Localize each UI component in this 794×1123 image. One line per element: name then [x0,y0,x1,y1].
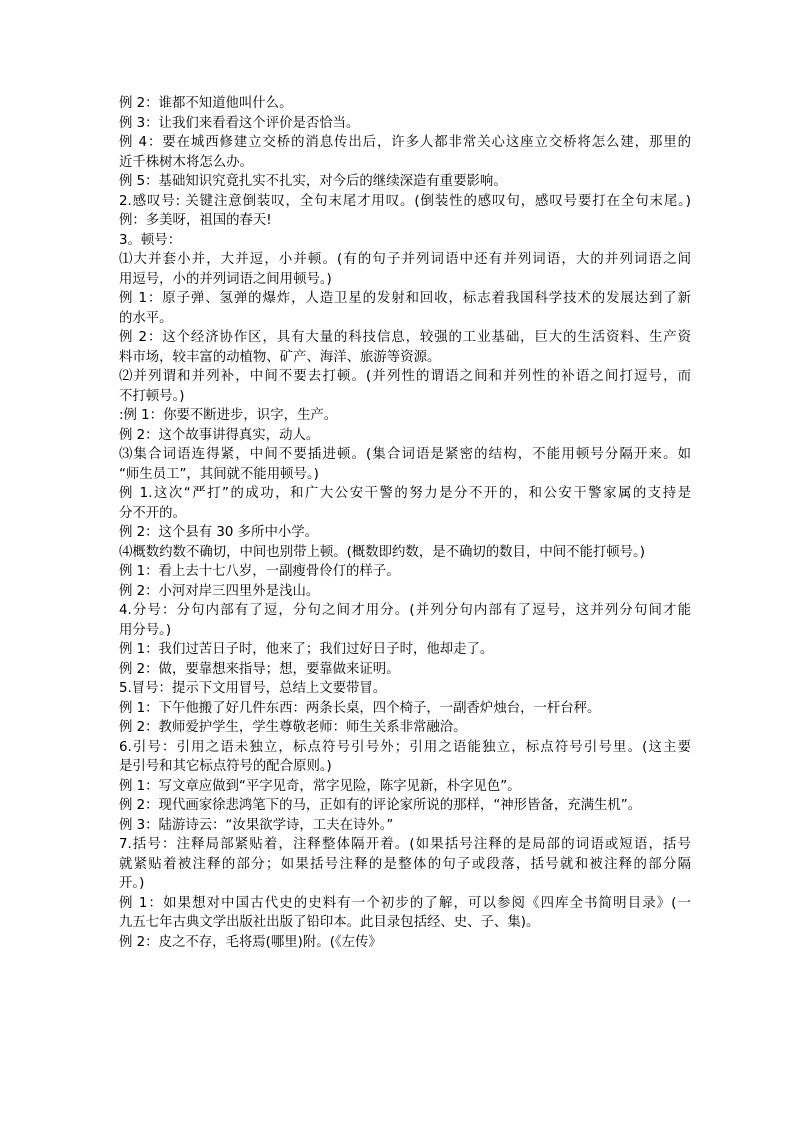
text-line: ⑵并列谓和并列补，中间不要去打顿。(并列性的谓语之间和并列性的补语之间打逗号，而 [119,369,691,384]
text-line: 例 1：写文章应做到“平字见奇，常字见险，陈字见新，朴字见色”。 [119,778,521,794]
text-line: 例 1.这次“严打”的成功，和广大公安干警的努力是分不开的，和公安干警家属的支持是 [119,486,691,501]
text-line: 例 3：陆游诗云：“汝果欲学诗，工夫在诗外。” [119,817,394,833]
text-line: 例 5：基础知识究竟扎实不扎实，对今后的继续深造有重要影响。 [119,174,507,189]
text-line: 的水平。 [119,310,173,326]
text-line: 例 2：皮之不存，毛将焉(哪里)附。(《左传》 [119,934,382,950]
text-line: 例 2：教师爱护学生，学生尊敬老师：师生关系非常融洽。 [119,720,467,735]
text-line: 不打顿号。) [119,388,185,404]
text-line: 2.感叹号: 关键注意倒装叹，全句末尾才用叹。(倒装性的感叹句，感叹号要打在全句末尾。) [119,193,691,209]
text-line: 例 2：现代画家徐悲鸿笔下的马，正如有的评论家所说的那样，“神形皆备，充满生机”。 [119,798,642,813]
text-line: 例 2：做，要靠想来指导；想，要靠做来证明。 [119,661,400,677]
text-line: “师生员工”，其间就不能用顿号。) [119,466,319,482]
text-line: 例 1：我们过苦日子时，他来了；我们过好日子时，他却走了。 [119,642,494,657]
text-line: 例 1：如果想对中国古代史的史料有一个初步的了解，可以参阅《四库全书简明目录》(一 [119,895,691,911]
text-line: 例：多美呀，祖国的春天! [119,213,272,228]
text-line: 例 2：这个经济协作区，具有大量的科技信息，较强的工业基础，巨大的生活资料、生产资 [119,330,691,345]
text-line: 例 2：小河对岸三四里外是浅山。 [119,583,320,599]
text-line: 九五七年古典文学出版社出版了铅印本。此目录包括经、史、子、集)。 [119,915,540,930]
text-line: 例 2：这个县有 30 多所中小学。 [119,525,319,540]
text-line: 7.括号：注释局部紧贴着，注释整体隔开着。(如果括号注释的是局部的词语或短语，括号 [119,837,691,852]
text-line: 是引号和其它标点符号的配合原则。) [119,759,332,774]
text-line: 6.引号：引用之语未独立，标点符号引号外；引用之语能独立，标点符号引号里。(这主要 [119,739,691,755]
text-line: 近千株树木将怎么办。 [119,154,253,170]
text-line: 例 1：看上去十七八岁，一副瘦骨伶仃的样子。 [119,564,400,579]
text-line: 分不开的。 [119,505,186,521]
text-line: ⑶集合词语连得紧，中间不要插进顿。(集合词语是紧密的结构，不能用顿号分隔开来。如 [119,447,691,462]
text-line: 5.冒号：提示下文用冒号，总结上文要带冒。 [119,681,387,696]
text-line: 例 1：原子弹、氢弹的爆炸，人造卫星的发射和回收，标志着我国科学技术的发展达到了新 [119,291,691,306]
text-line: 用分号。) [119,622,172,638]
document-body [119,94,691,952]
text-line: 4.分号：分句内部有了逗，分句之间才用分。(并列分句内部有了逗号，这并列分句间才能 [119,603,691,618]
text-line: :例 1：你要不断进步，识字，生产。 [119,408,338,423]
text-line: 例 1：下午他搬了好几件东西：两条长桌，四个椅子，一副香炉烛台，一杆台秤。 [119,700,601,716]
text-line: 例 4：要在城西修建立交桥的消息传出后，许多人都非常关心这座立交桥将怎么建，那里的 [119,135,691,150]
text-line: 就紧贴着被注释的部分；如果括号注释的是整体的句子或段落，括号就和被注释的部分隔 [119,856,691,872]
text-line: ⑴大并套小并，大并逗，小并顿。(有的句子并列词语中还有并列词语，大的并列词语之间 [119,252,691,267]
text-line: 用逗号，小的并列词语之间用顿号。) [119,271,332,287]
text-line: 例 2：谁都不知道他叫什么。 [119,96,293,111]
text-line: 3。顿号： [119,232,182,248]
text-line: 例 3：让我们来看看这个评价是否恰当。 [119,115,360,131]
text-line: 例 2：这个故事讲得真实，动人。 [119,427,320,443]
text-line: ⑷概数约数不确切，中间也别带上顿。(概数即约数，是不确切的数目，中间不能打顿号。) [119,544,645,560]
text-line: 开。) [119,876,145,891]
text-line: 料市场，较丰富的动植物、矿产、海洋、旅游等资源。 [119,349,441,365]
